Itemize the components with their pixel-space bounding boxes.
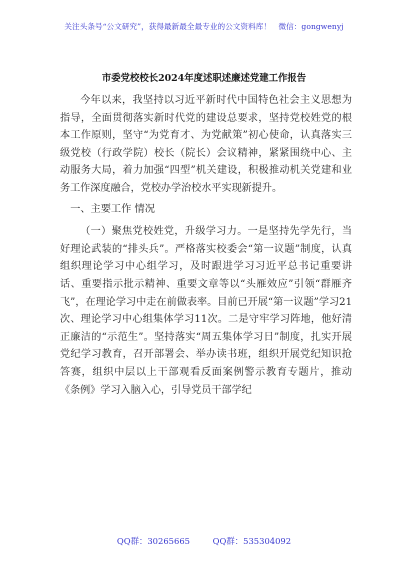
document-body — [60, 92, 352, 399]
banner-text: 关注头条号“公文研究”，获得最新最全最专业的公文资料库！ — [64, 22, 272, 31]
intro-paragraph: 今年以来，我坚持以习近平新时代中国特色社会主义思想为指导，全面贯彻落实新时代党的建设总要求，坚持党校姓党的根本工作原则，坚守“为党育才、为党献策”初心使命，认真落实三级党校（行政学院）校长（院长）会议精神，紧紧围绕中心、主动服务大局，着力加强“四型”机关建设，积极推动机关党建和业务工作深度融合，党校办学治校水平实现新提升。 — [60, 95, 352, 194]
wechat-text: 微信：gongwenyj — [278, 22, 344, 31]
qq-group-1: QQ群：30265665 — [116, 536, 190, 546]
top-banner — [0, 21, 408, 32]
footer — [0, 535, 408, 547]
section-heading: 一、主要工作 情况 — [70, 203, 155, 215]
section-paragraph: （一）聚焦党校姓党，升级学习力。一是坚持先学先行，当好理论武装的“排头兵”。严格落实校委会“第一议题”制度，认真组织理论学习中心组学习，及时跟进学习习近平总书记重要讲话、重要指示批示精神、重要文章等以“头雁效应”引领“群雁齐飞”，在理论学习中走在前做表率。目前已开展“第一议题”学习21次、理论学习中心组集体学习11次。二是守牢学习阵地，他好清正廉洁的“示范生”。坚持落实“周五集体学习日”制度，扎实开展党纪学习教育，召开部署会、举办读书班，组织开展党纪知识抢答赛，组织中层以上干部观看反面案例警示教育专题片，推动《条例》学习入脑入心，引导党员干部学纪 — [60, 226, 352, 396]
document-title: 市委党校校长2024年度述职述廉述党建工作报告 — [101, 73, 307, 84]
qq-group-2: QQ群：535304092 — [212, 536, 292, 546]
